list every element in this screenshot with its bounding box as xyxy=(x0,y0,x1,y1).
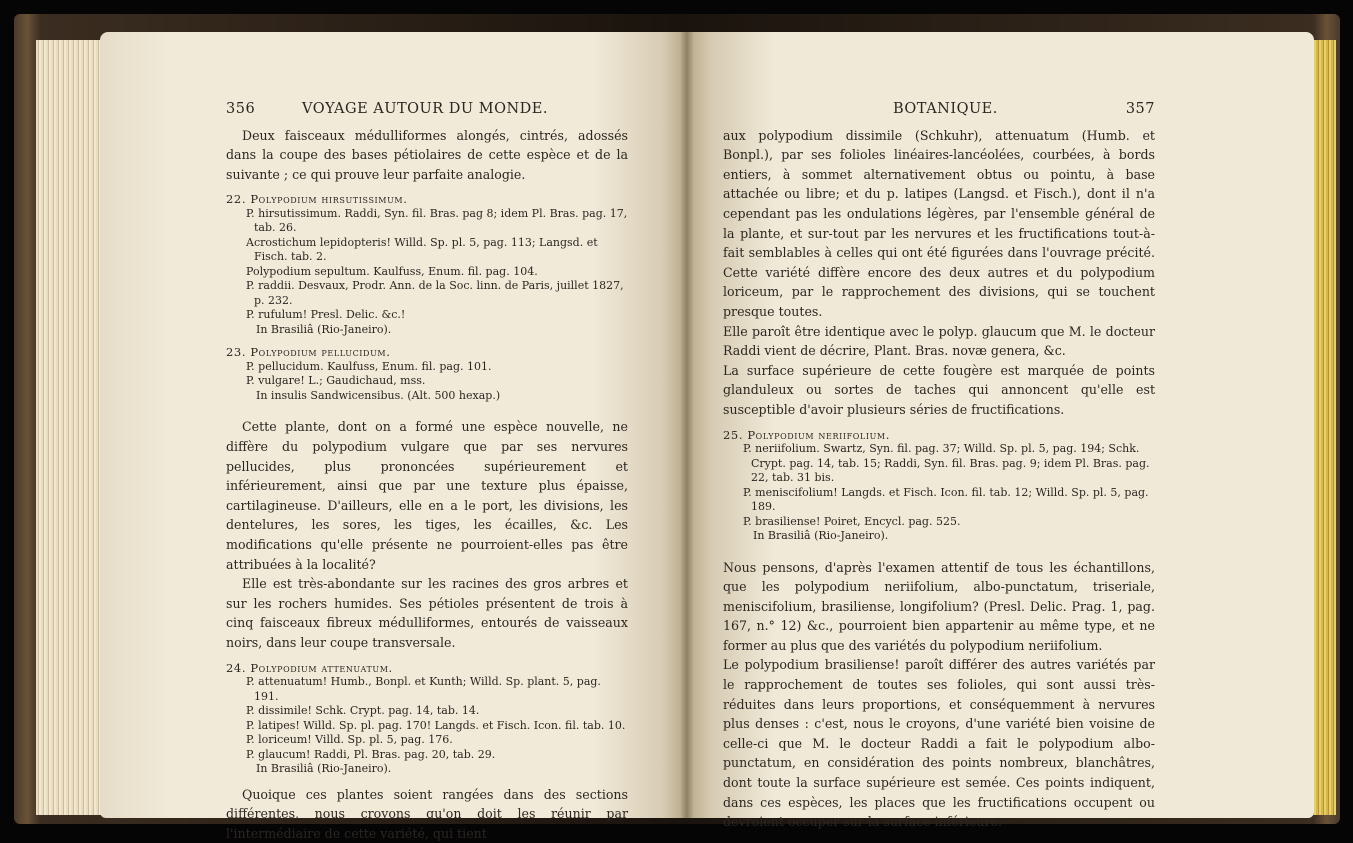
section-22-title: 22. Polypodium hirsutissimum. xyxy=(226,192,628,207)
left-running-head xyxy=(226,100,628,120)
left-page-number: 356 xyxy=(226,100,255,120)
section-24 xyxy=(226,661,628,777)
left-paragraph-1: Cette plante, dont on a formé une espèce nouvelle, ne diffère du polypodium vulgare que par ses nervures pellucides, plus prononcées supérieurement et inférieurement, ainsi que par une texture plus épaisse, cartilagineuse. D'ailleurs, elle en a le port, les divisions, les dentelures, les sores, les tiges, les écailles, &c. Les modifications qu'elle présente ne pourroient-elles pas être attribuées à la localité? xyxy=(226,417,628,574)
section-22-entry: Polypodium sepultum. Kaulfuss, Enum. fil. pag. 104. xyxy=(234,265,628,280)
gutter xyxy=(680,32,694,818)
section-25-entry: P. neriifolium. Swartz, Syn. fil. pag. 37; Willd. Sp. pl. 5, pag. 194; Schk. Crypt. pag. 14, tab. 15; Raddi, Syn. fil. Bras. pag. 9; idem Pl. Bras. pag. 22, tab. 31 bis. xyxy=(731,442,1155,486)
right-paragraph-1: aux polypodium dissimile (Schkuhr), attenuatum (Humb. et Bonpl.), par ses folioles linéaires-lancéolées, courbées, à bords entiers, à sommet alternativement obtus ou pointu, à base attachée ou libre; et du p. latipes (Langsd. et Fisch.), dont il n'a cependant pas les ondulations légères, par l'ensemble général de la plante, et sur-tout par les nervures et les fructifications tout-à-fait semblables à celles qui ont été figurées dans l'ouvrage précité. Cette variété diffère encore des deux autres et du polypodium loriceum, par le rapprochement des divisions, qui se touchent presque toutes. xyxy=(723,126,1155,322)
section-24-title: 24. Polypodium attenuatum. xyxy=(226,661,628,676)
left-page-text xyxy=(226,100,628,843)
section-25 xyxy=(723,428,1155,544)
section-25-locality: In Brasiliâ (Rio-Janeiro). xyxy=(723,529,1155,544)
section-23-entry: P. vulgare! L.; Gaudichaud, mss. xyxy=(234,374,628,389)
section-22 xyxy=(226,192,628,337)
left-intro-paragraph: Deux faisceaux médulliformes alongés, cintrés, adossés dans la coupe des bases pétiolaires de cette espèce et de la suivante ; ce qui prouve leur parfaite analogie. xyxy=(226,126,628,185)
section-24-entry: P. glaucum! Raddi, Pl. Bras. pag. 20, tab. 29. xyxy=(234,748,628,763)
left-running-title: VOYAGE AUTOUR DU MONDE. xyxy=(302,100,548,120)
right-paragraph-5: Le polypodium brasiliense! paroît différer des autres variétés par le rapprochement de toutes ses folioles, qui sont aussi très-réduites dans leurs proportions, et conséquemment à nervures plus denses : c'est, nous le croyons, d'une variété bien voisine de celle-ci que M. le docteur Raddi a fait le polypodium albo-punctatum, en considération des points nombreux, blanchâtres, dont toute la surface supérieure est semée. Ces points indiquent, dans ces espèces, les places que les fructifications occupent ou devroient occuper sur la surface inférieure. xyxy=(723,655,1155,831)
section-25-entry: P. brasiliense! Poiret, Encycl. pag. 525. xyxy=(731,515,1155,530)
section-24-locality: In Brasiliâ (Rio-Janeiro). xyxy=(226,762,628,777)
right-paragraph-3: La surface supérieure de cette fougère est marquée de points glanduleux ou sortes de taches qui annoncent qu'elle est susceptible d'avoir plusieurs séries de fructifications. xyxy=(723,361,1155,420)
section-25-entry: P. meniscifolium! Langds. et Fisch. Icon. fil. tab. 12; Willd. Sp. pl. 5, pag. 189. xyxy=(731,486,1155,515)
section-23-entry: P. pellucidum. Kaulfuss, Enum. fil. pag. 101. xyxy=(234,360,628,375)
section-24-entry: P. latipes! Willd. Sp. pl. pag. 170! Langds. et Fisch. Icon. fil. tab. 10. xyxy=(234,719,628,734)
section-24-entry: P. attenuatum! Humb., Bonpl. et Kunth; Willd. Sp. plant. 5, pag. 191. xyxy=(234,675,628,704)
section-23-locality: In insulis Sandwicensibus. (Alt. 500 hexap.) xyxy=(226,389,628,404)
right-running-title: BOTANIQUE. xyxy=(893,100,998,120)
section-23-title: 23. Polypodium pellucidum. xyxy=(226,345,628,360)
section-22-entry: P. raddii. Desvaux, Prodr. Ann. de la Soc. linn. de Paris, juillet 1827, p. 232. xyxy=(234,279,628,308)
right-running-head xyxy=(723,100,1155,120)
left-paragraph-2: Elle est très-abondante sur les racines des gros arbres et sur les rochers humides. Ses pétioles présentent de trois à cinq faisceaux fibreux médulliformes, entourés de vaisseaux noirs, dans leur coupe transversale. xyxy=(226,574,628,652)
section-22-entry: P. rufulum! Presl. Delic. &c.! xyxy=(234,308,628,323)
section-22-entry: Acrostichum lepidopteris! Willd. Sp. pl. 5, pag. 113; Langsd. et Fisch. tab. 2. xyxy=(234,236,628,265)
section-25-title: 25. Polypodium neriifolium. xyxy=(723,428,1155,443)
right-paragraph-4: Nous pensons, d'après l'examen attentif de tous les échantillons, que les polypodium neriifolium, albo-punctatum, triseriale, meniscifolium, brasiliense, longifolium? (Presl. Delic. Prag. 1, pag. 167, n.° 12) &c., pourroient bien appartenir au même type, et ne former au plus que des variétés du polypodium neriifolium. xyxy=(723,558,1155,656)
section-22-entry: P. hirsutissimum. Raddi, Syn. fil. Bras. pag 8; idem Pl. Bras. pag. 17, tab. 26. xyxy=(234,207,628,236)
section-24-entry: P. dissimile! Schk. Crypt. pag. 14, tab. 14. xyxy=(234,704,628,719)
right-page-text xyxy=(723,100,1155,832)
left-paragraph-3: Quoique ces plantes soient rangées dans des sections différentes, nous croyons qu'on doit les réunir par l'intermédiaire de cette variété, qui tient xyxy=(226,785,628,843)
section-24-entry: P. loriceum! Villd. Sp. pl. 5, pag. 176. xyxy=(234,733,628,748)
section-22-locality: In Brasiliâ (Rio-Janeiro). xyxy=(226,323,628,338)
section-23 xyxy=(226,345,628,403)
right-page-number: 357 xyxy=(1126,100,1155,120)
right-paragraph-2: Elle paroît être identique avec le polyp. glaucum que M. le docteur Raddi vient de décrire, Plant. Bras. novæ genera, &c. xyxy=(723,322,1155,361)
